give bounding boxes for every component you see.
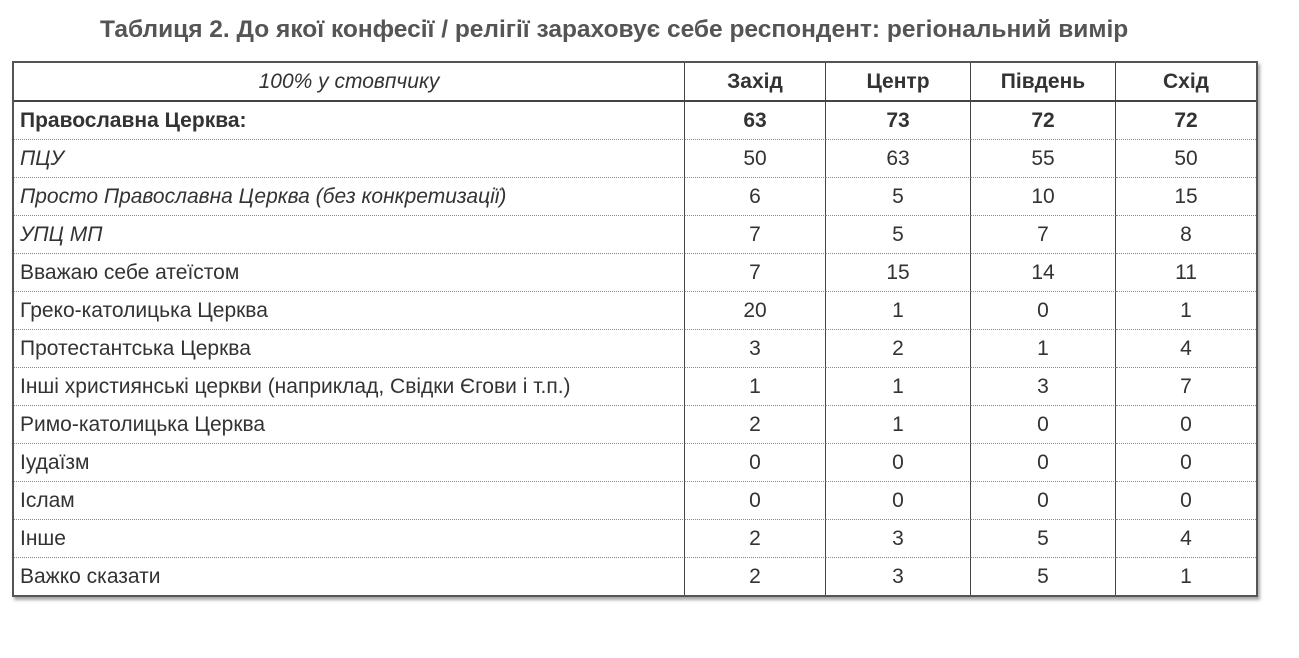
row-label-cell: ПЦУ (14, 140, 685, 178)
value-cell-west: 0 (685, 444, 826, 482)
value-cell-center: 0 (826, 444, 971, 482)
value-cell-west: 7 (685, 254, 826, 292)
value-cell-center: 3 (826, 558, 971, 595)
row-label-cell: Греко-католицька Церква (14, 292, 685, 330)
value-cell-center: 15 (826, 254, 971, 292)
value-cell-west: 7 (685, 216, 826, 254)
value-cell-east: 0 (1116, 482, 1256, 520)
value-cell-south: 7 (971, 216, 1116, 254)
table-container (12, 61, 1258, 597)
value-cell-east: 8 (1116, 216, 1256, 254)
table-row (14, 406, 1256, 444)
value-cell-south: 10 (971, 178, 1116, 216)
value-cell-center: 1 (826, 292, 971, 330)
row-label-cell: Інше (14, 520, 685, 558)
value-cell-south: 0 (971, 482, 1116, 520)
row-label-cell: УПЦ МП (14, 216, 685, 254)
value-cell-west: 63 (685, 102, 826, 140)
value-cell-center: 63 (826, 140, 971, 178)
value-cell-south: 0 (971, 444, 1116, 482)
value-cell-south: 55 (971, 140, 1116, 178)
value-cell-east: 4 (1116, 330, 1256, 368)
header-col-center: Центр (826, 63, 971, 102)
table-row (14, 368, 1256, 406)
table-row (14, 140, 1256, 178)
value-cell-south: 5 (971, 520, 1116, 558)
value-cell-center: 5 (826, 216, 971, 254)
value-cell-south: 0 (971, 292, 1116, 330)
row-label-cell: Важко сказати (14, 558, 685, 595)
value-cell-south: 0 (971, 406, 1116, 444)
row-label-cell: Інші християнські церкви (наприклад, Свідки Єгови і т.п.) (14, 368, 685, 406)
value-cell-west: 3 (685, 330, 826, 368)
header-col-south: Південь (971, 63, 1116, 102)
table-title: Таблиця 2. До якої конфесії / релігії зараховує себе респондент: регіональний вимір (100, 16, 1129, 43)
table-row (14, 482, 1256, 520)
table-row (14, 444, 1256, 482)
table-row (14, 254, 1256, 292)
value-cell-center: 1 (826, 368, 971, 406)
table-row (14, 178, 1256, 216)
value-cell-center: 0 (826, 482, 971, 520)
row-label-cell: Просто Православна Церква (без конкретизації) (14, 178, 685, 216)
value-cell-west: 6 (685, 178, 826, 216)
row-label-cell: Римо-католицька Церква (14, 406, 685, 444)
table-header-row (14, 63, 1256, 102)
value-cell-center: 2 (826, 330, 971, 368)
value-cell-center: 1 (826, 406, 971, 444)
table-body (14, 63, 1256, 595)
value-cell-east: 0 (1116, 444, 1256, 482)
table-row (14, 292, 1256, 330)
value-cell-south: 14 (971, 254, 1116, 292)
row-label-cell: Протестантська Церква (14, 330, 685, 368)
table-row (14, 216, 1256, 254)
value-cell-south: 72 (971, 102, 1116, 140)
value-cell-center: 73 (826, 102, 971, 140)
value-cell-east: 0 (1116, 406, 1256, 444)
table-row (14, 330, 1256, 368)
table-row (14, 520, 1256, 558)
row-label-cell: Православна Церква: (14, 102, 685, 140)
value-cell-west: 2 (685, 406, 826, 444)
value-cell-east: 15 (1116, 178, 1256, 216)
header-col-east: Схід (1116, 63, 1256, 102)
value-cell-east: 50 (1116, 140, 1256, 178)
value-cell-west: 2 (685, 558, 826, 595)
value-cell-west: 0 (685, 482, 826, 520)
value-cell-center: 3 (826, 520, 971, 558)
row-label-cell: Іслам (14, 482, 685, 520)
value-cell-west: 2 (685, 520, 826, 558)
table-row (14, 102, 1256, 140)
value-cell-east: 1 (1116, 292, 1256, 330)
row-label-cell: Вважаю себе атеїстом (14, 254, 685, 292)
row-label-cell: Іудаїзм (14, 444, 685, 482)
value-cell-west: 20 (685, 292, 826, 330)
header-label-cell: 100% у стовпчику (14, 63, 685, 102)
value-cell-east: 4 (1116, 520, 1256, 558)
value-cell-south: 5 (971, 558, 1116, 595)
value-cell-east: 7 (1116, 368, 1256, 406)
value-cell-east: 72 (1116, 102, 1256, 140)
value-cell-west: 1 (685, 368, 826, 406)
header-col-west: Захід (685, 63, 826, 102)
value-cell-east: 1 (1180, 564, 1192, 588)
value-cell-east: 11 (1116, 254, 1256, 292)
table-row (14, 558, 1256, 595)
value-cell-west: 50 (685, 140, 826, 178)
value-cell-south: 3 (971, 368, 1116, 406)
value-cell-south: 1 (971, 330, 1116, 368)
value-cell-center: 5 (826, 178, 971, 216)
data-table (12, 61, 1258, 597)
